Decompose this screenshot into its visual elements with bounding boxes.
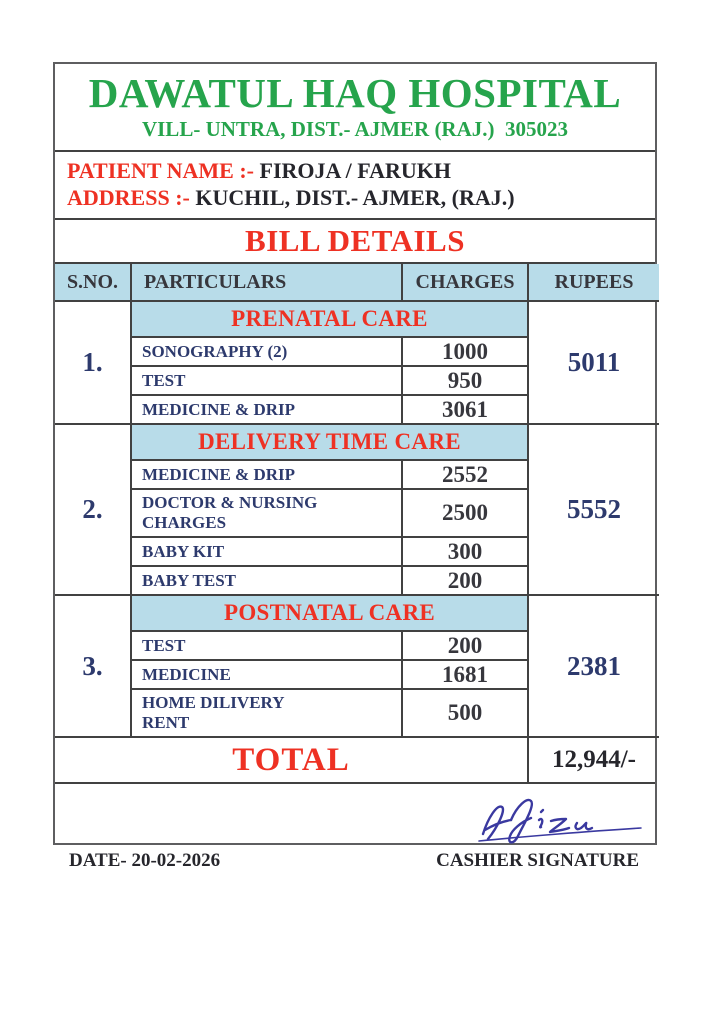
- cashier-signature-label: CASHIER SIGNATURE: [436, 850, 639, 871]
- item-particular: MEDICINE: [131, 660, 402, 689]
- bill-date: DATE- 20-02-2026: [69, 850, 221, 871]
- table-header-row: [55, 264, 659, 301]
- total-label: TOTAL: [55, 737, 528, 782]
- item-particular: MEDICINE & DRIP: [131, 460, 402, 489]
- total-amount: 12,944/-: [528, 737, 659, 782]
- section-band-row: [55, 424, 659, 460]
- section-number: 3.: [55, 595, 131, 737]
- item-charge: 1681: [402, 660, 528, 689]
- item-particular: BABY TEST: [131, 566, 402, 595]
- item-charge: 500: [402, 689, 528, 737]
- item-particular: MEDICINE & DRIP: [131, 395, 402, 424]
- section-number: 2.: [55, 424, 131, 595]
- patient-address-label: ADDRESS :-: [67, 185, 190, 210]
- item-charge: 3061: [402, 395, 528, 424]
- column-header-rupees: RUPEES: [528, 264, 659, 301]
- patient-info: [55, 152, 655, 220]
- item-charge: 200: [402, 566, 528, 595]
- footer-row: [69, 850, 639, 872]
- total-row: [55, 737, 659, 782]
- item-charge: 300: [402, 537, 528, 566]
- column-header-charges: CHARGES: [402, 264, 528, 301]
- item-charge: 950: [402, 366, 528, 395]
- section-total-rupees: 5552: [528, 424, 659, 595]
- hospital-bill: [53, 62, 657, 871]
- section-category: PRENATAL CARE: [131, 301, 528, 337]
- item-particular: TEST: [131, 631, 402, 660]
- bill-table: [55, 264, 659, 782]
- bill-details-title: BILL DETAILS: [55, 220, 655, 264]
- section-total-rupees: 2381: [528, 595, 659, 737]
- item-charge: 2500: [402, 489, 528, 537]
- section-band-row: [55, 595, 659, 631]
- hospital-header: [55, 64, 655, 152]
- section-total-rupees: 5011: [528, 301, 659, 424]
- item-particular: HOME DILIVERY RENT: [131, 689, 402, 737]
- signature-ink-icon: [473, 794, 645, 848]
- column-header-particulars: PARTICULARS: [131, 264, 402, 301]
- hospital-address: VILL- UNTRA, DIST.- AJMER (RAJ.) 305023: [141, 117, 569, 141]
- patient-name-value: FIROJA / FARUKH: [259, 158, 451, 183]
- section-category: POSTNATAL CARE: [131, 595, 528, 631]
- patient-name-label: PATIENT NAME :-: [67, 158, 254, 183]
- item-charge: 1000: [402, 337, 528, 366]
- patient-name-line: [67, 157, 643, 184]
- item-particular: BABY KIT: [131, 537, 402, 566]
- bill-footer: [55, 782, 655, 878]
- cashier-signature-image: [473, 794, 645, 853]
- section-category: DELIVERY TIME CARE: [131, 424, 528, 460]
- patient-address-line: [67, 184, 643, 211]
- column-header-sno: S.NO.: [55, 264, 131, 301]
- item-particular: DOCTOR & NURSING CHARGES: [131, 489, 402, 537]
- section-number: 1.: [55, 301, 131, 424]
- item-charge: 2552: [402, 460, 528, 489]
- section-band-row: [55, 301, 659, 337]
- item-charge: 200: [402, 631, 528, 660]
- item-particular: SONOGRAPHY (2): [131, 337, 402, 366]
- hospital-name: DAWATUL HAQ HOSPITAL: [88, 70, 622, 116]
- item-particular: TEST: [131, 366, 402, 395]
- patient-address-value: KUCHIL, DIST.- AJMER, (RAJ.): [195, 185, 515, 210]
